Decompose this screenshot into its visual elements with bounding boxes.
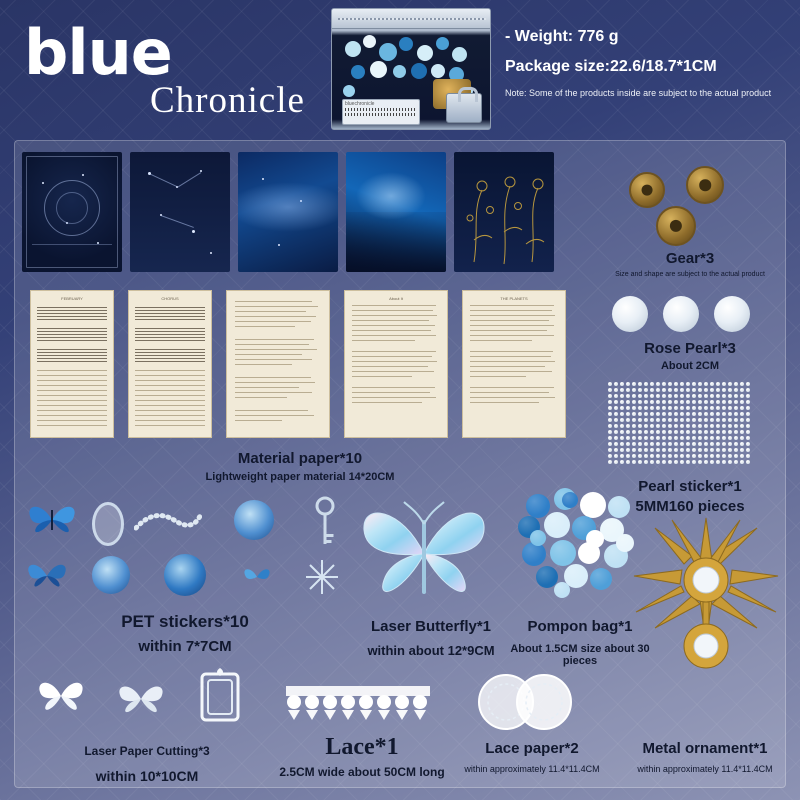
gear-item-2 [686, 166, 724, 204]
package-size-text: Package size:22.6/18.7*1CM [505, 58, 717, 75]
gear-item-1 [629, 172, 665, 208]
pompon-ball [586, 530, 604, 548]
pompon-ball [580, 492, 606, 518]
laser-butterfly-caption [356, 618, 506, 658]
material-paper-sheet-1: FEBRUARY [30, 290, 114, 438]
pompon-ball [554, 582, 570, 598]
floral-card-5 [454, 152, 554, 272]
rose-pearl-title: Rose Pearl*3 [644, 340, 736, 357]
laser-paper-cutting-caption [52, 742, 242, 784]
butterfly-icon-1 [24, 498, 80, 540]
oval-frame-sticker [92, 502, 124, 546]
pompon-ball [550, 540, 576, 566]
pompon-ball [562, 492, 578, 508]
material-paper-title: Material paper*10 [237, 450, 363, 467]
gear-title: Gear*3 [665, 250, 715, 267]
lace-paper-caption [452, 740, 612, 774]
page-title: blue [24, 16, 172, 89]
pearl-string-icon [134, 506, 202, 540]
header-banner [0, 0, 800, 138]
pompon-ball [522, 542, 546, 566]
rose-pearl-2 [663, 296, 699, 332]
pompon-bag-title: Pompon bag*1 [527, 618, 633, 635]
metal-ornament-title: Metal ornament*1 [642, 740, 768, 757]
product-bag-photo [331, 8, 491, 130]
metal-ornament-caption [620, 740, 790, 774]
floral-pattern-icon [454, 152, 554, 272]
lace-paper-doilies [470, 672, 580, 734]
metal-ornament-sub: within approximately 11.4*11.4CM [637, 764, 773, 774]
pet-stickers-sub: within 7*7CM [138, 638, 232, 655]
lace-caption [272, 734, 452, 779]
pompon-ball [590, 568, 612, 590]
pompon-ball [608, 496, 630, 518]
gear-caption [600, 250, 780, 278]
pearl-sticker-sub: 5MM160 pieces [635, 498, 745, 515]
pompon-ball [544, 512, 570, 538]
gear-item-3 [656, 206, 696, 246]
key-icon [312, 496, 338, 548]
blue-rose-sticker-3 [164, 554, 206, 596]
pompon-bag-sub: About 1.5CM size about 30 pieces [510, 643, 650, 667]
star-map-card-1 [22, 152, 122, 272]
pompon-ball [530, 530, 546, 546]
pompon-cluster [516, 486, 636, 604]
rose-pearl-3 [714, 296, 750, 332]
snowflake-icon [300, 556, 344, 598]
pearl-sticker-sheet [608, 382, 756, 466]
gear-sub: Size and shape are subject to the actual product [615, 271, 765, 278]
rose-pearl-caption [600, 340, 780, 372]
bag-padlock-charm [446, 93, 482, 123]
constellation-card-2 [130, 152, 230, 272]
paper-cut-butterfly-2 [110, 676, 172, 720]
laser-butterfly [350, 492, 498, 618]
metal-ornament-sunburst [632, 516, 780, 696]
page-subtitle: Chronicle [150, 80, 305, 121]
pet-stickers-title: PET stickers*10 [121, 612, 249, 631]
material-paper-sheet-3 [226, 290, 330, 438]
nebula-card-3 [238, 152, 338, 272]
laser-butterfly-sub: within about 12*9CM [367, 643, 495, 658]
laser-paper-cutting-sub: within 10*10CM [95, 768, 199, 784]
ink-wash-card-4 [346, 152, 446, 272]
rose-pearl-sub: About 2CM [660, 360, 720, 372]
lace-title: Lace*1 [325, 734, 399, 760]
blue-rose-sticker-2 [92, 556, 130, 594]
material-paper-sheet-4: About It [344, 290, 448, 438]
laser-butterfly-title: Laser Butterfly*1 [370, 618, 492, 635]
pompon-ball [526, 494, 550, 518]
bag-barcode-label: bluechronicle [342, 99, 420, 125]
material-paper-caption [200, 450, 400, 483]
bag-zipper [332, 9, 490, 29]
lace-sub: 2.5CM wide about 50CM long [279, 765, 445, 779]
material-paper-sub: Lightweight paper material 14*20CM [205, 471, 395, 483]
paper-cut-butterfly-1 [30, 672, 92, 718]
lace-paper-sub: within approximately 11.4*11.4CM [464, 764, 600, 774]
material-paper-sheet-5: THE PLANETS [462, 290, 566, 438]
material-paper-sheet-2: CHORUS [128, 290, 212, 438]
laser-paper-cutting-title: Laser Paper Cutting*3 [84, 744, 210, 758]
pearl-sticker-title: Pearl sticker*1 [638, 478, 742, 495]
weight-text: - Weight: 776 g [505, 28, 619, 45]
rose-pearl-1 [612, 296, 648, 332]
lace-trim [286, 682, 430, 722]
disclaimer-note: Note: Some of the products inside are subject to the actual product [505, 88, 772, 98]
paper-cut-frame [196, 666, 244, 726]
butterfly-icon-2 [22, 556, 72, 594]
blue-rose-sticker-1 [234, 500, 274, 540]
pet-stickers-caption [60, 612, 310, 655]
butterfly-icon-3 [240, 562, 274, 590]
lace-paper-title: Lace paper*2 [485, 740, 579, 757]
